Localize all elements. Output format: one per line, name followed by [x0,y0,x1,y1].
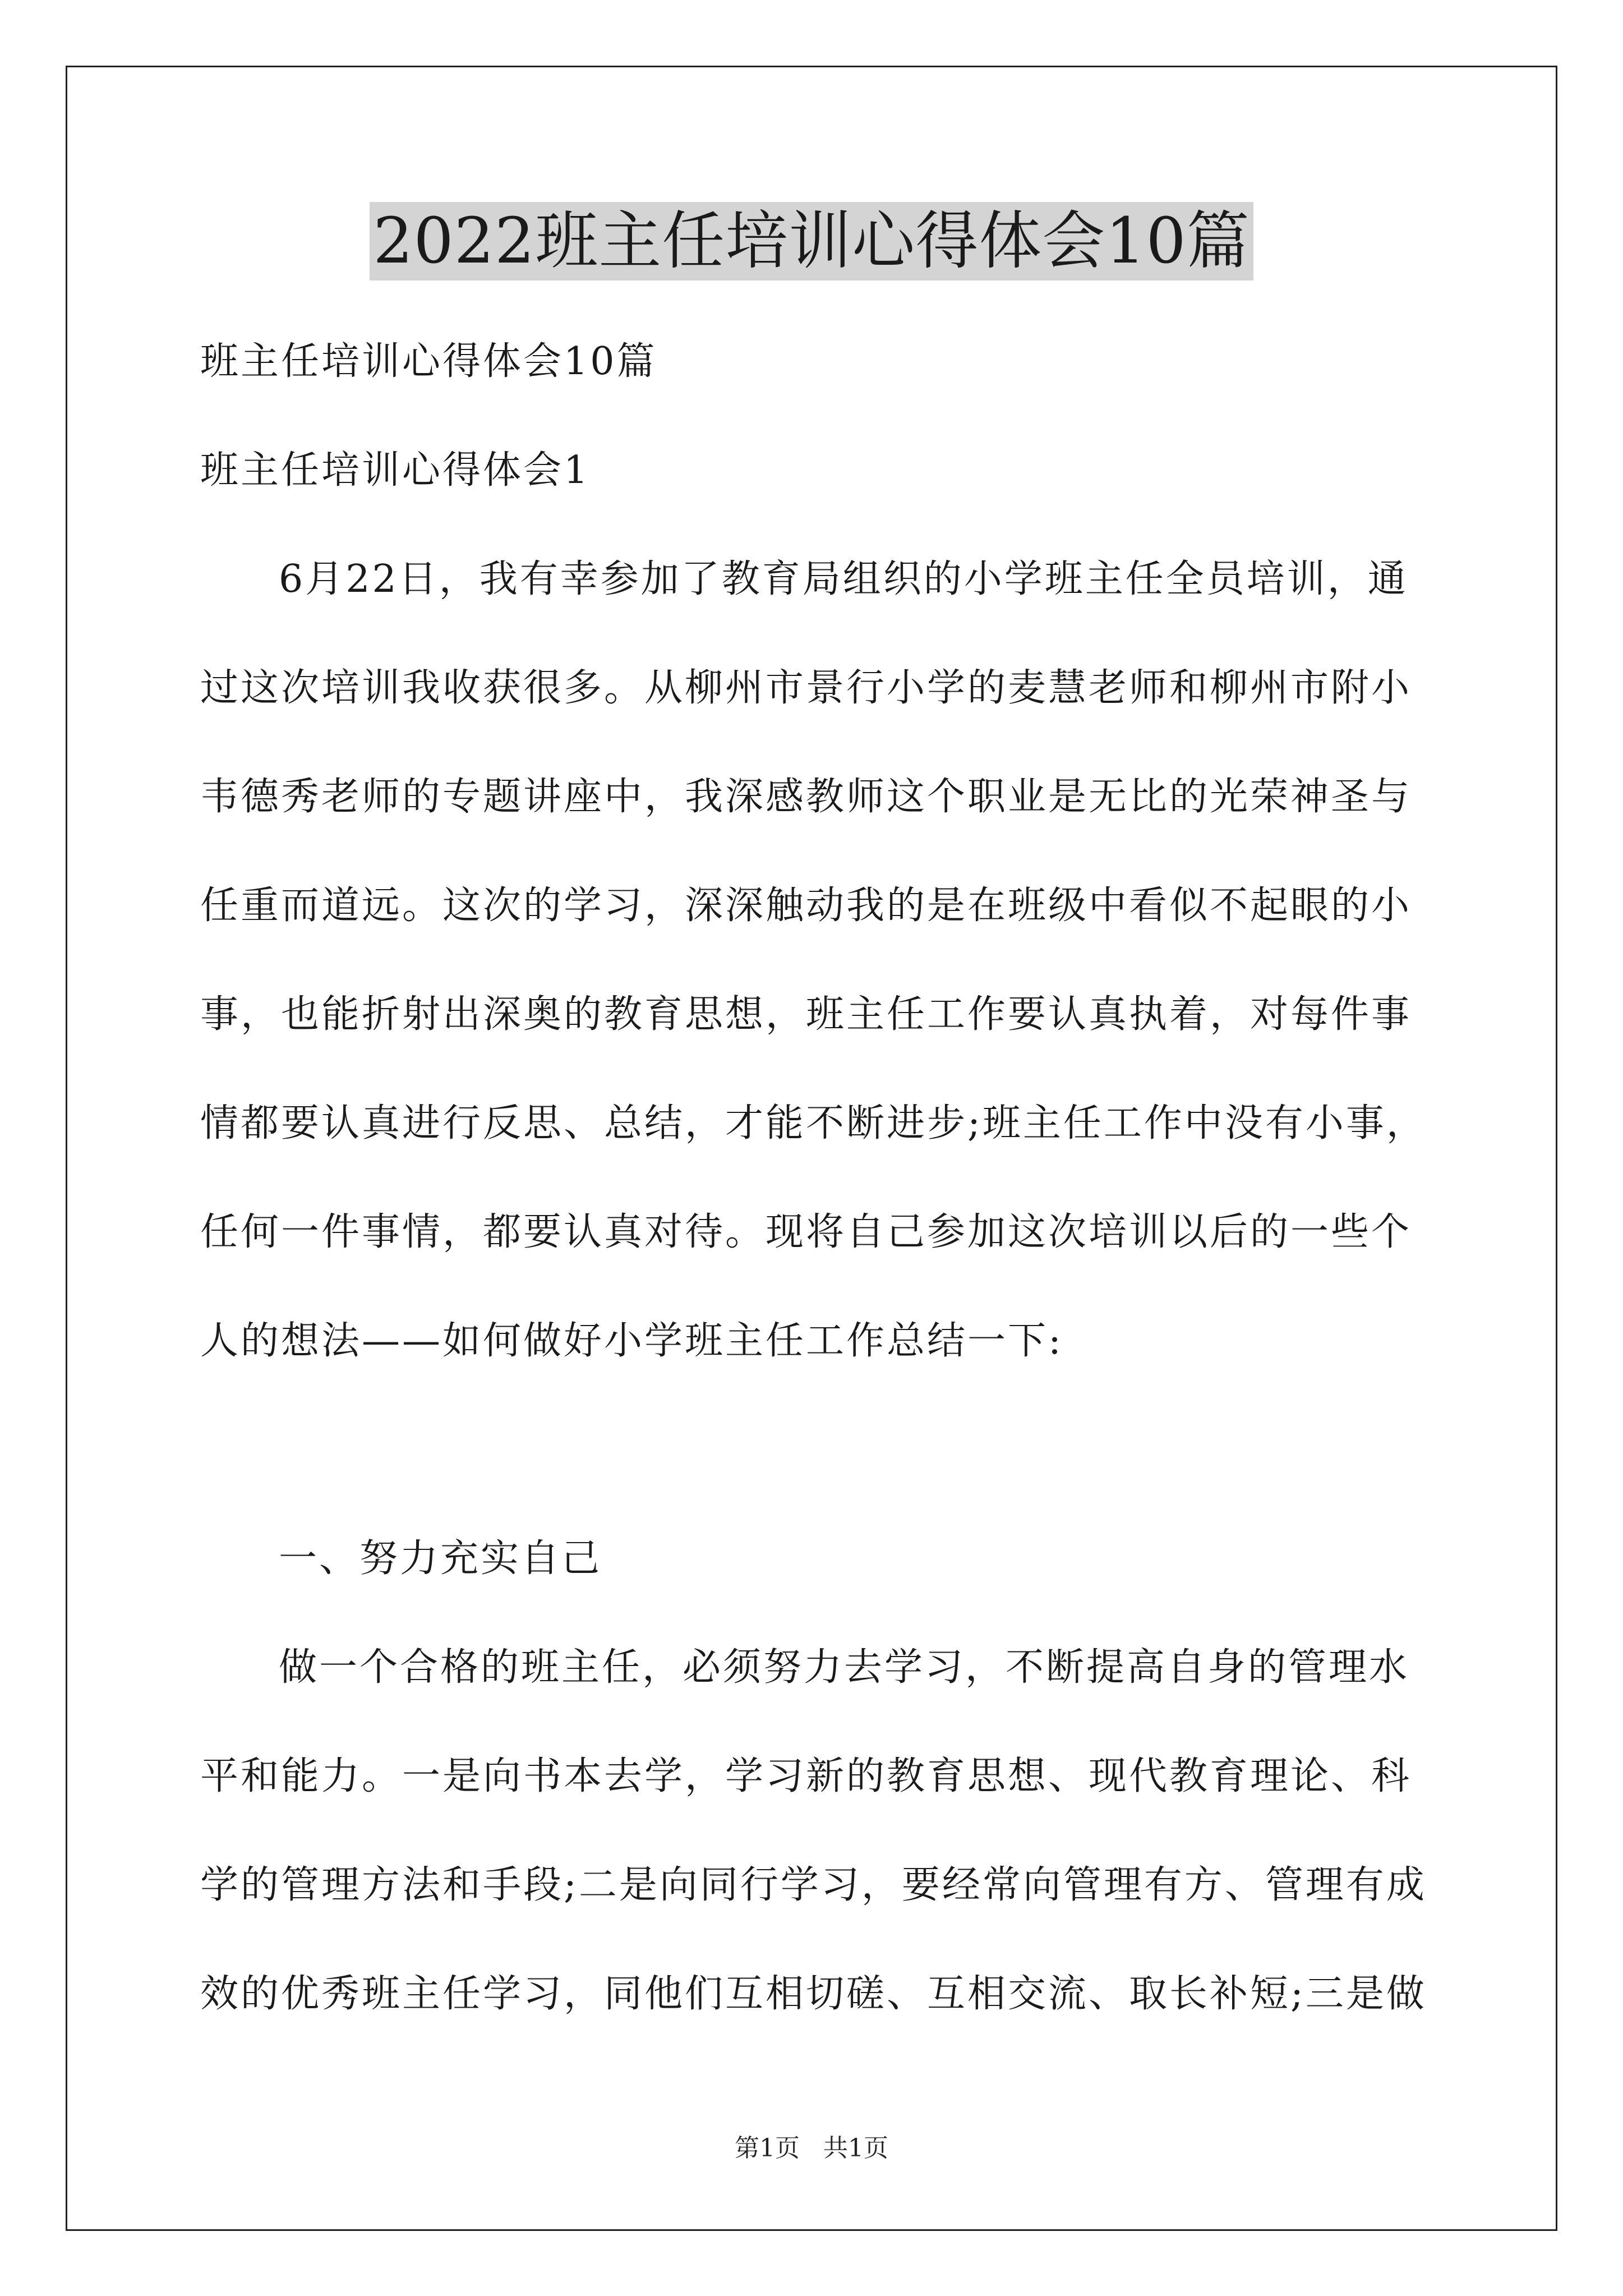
paragraph-line: 任重而道远。这次的学习，深深触动我的是在班级中看似不起眼的小 [200,884,1412,928]
paragraph-gap [200,1396,1434,1504]
paragraph-line: 事，也能折射出深奥的教育思想，班主任工作要认真执着，对每件事 [200,992,1412,1037]
page-total: 共1页 [823,2134,888,2162]
paragraph-line: 效的优秀班主任学习，同他们互相切磋、互相交流、取长补短;三是做 [200,1972,1427,2016]
paragraph-line: 韦德秀老师的专题讲座中，我深感教师这个职业是无比的光荣神圣与 [200,775,1412,819]
document-body [200,307,1434,2049]
paragraph-line: 过这次培训我收获很多。从柳州市景行小学的麦慧老师和柳州市附小 [200,666,1412,710]
paragraph-line: 做一个合格的班主任，必须努力去学习，不断提高自身的管理水 [279,1645,1410,1690]
paragraph-line: 任何一件事情，都要认真对待。现将自己参加这次培训以后的一些个 [200,1210,1412,1254]
document-title: 2022班主任培训心得体会10篇 [370,202,1253,280]
paragraph-line: 情都要认真进行反思、总结，才能不断进步;班主任工作中没有小事， [200,1101,1427,1145]
title-container [0,202,1623,280]
paragraph-line: 学的管理方法和手段;二是向同行学习，要经常向管理有方、管理有成 [200,1863,1427,1907]
paragraph-line: 6月22日，我有幸参加了教育局组织的小学班主任全员培训，通 [279,557,1408,601]
section-heading-1: 班主任培训心得体会1 [200,448,591,493]
page-footer [0,2132,1623,2165]
subtitle-line: 班主任培训心得体会10篇 [200,339,657,384]
paragraph-line: 平和能力。一是向书本去学，学习新的教育思想、现代教育理论、科 [200,1754,1412,1798]
subsection-heading: 一、努力充实自己 [279,1536,602,1581]
paragraph-line: 人的想法——如何做好小学班主任工作总结一下: [200,1319,1063,1363]
page-number: 第1页 [735,2134,800,2162]
